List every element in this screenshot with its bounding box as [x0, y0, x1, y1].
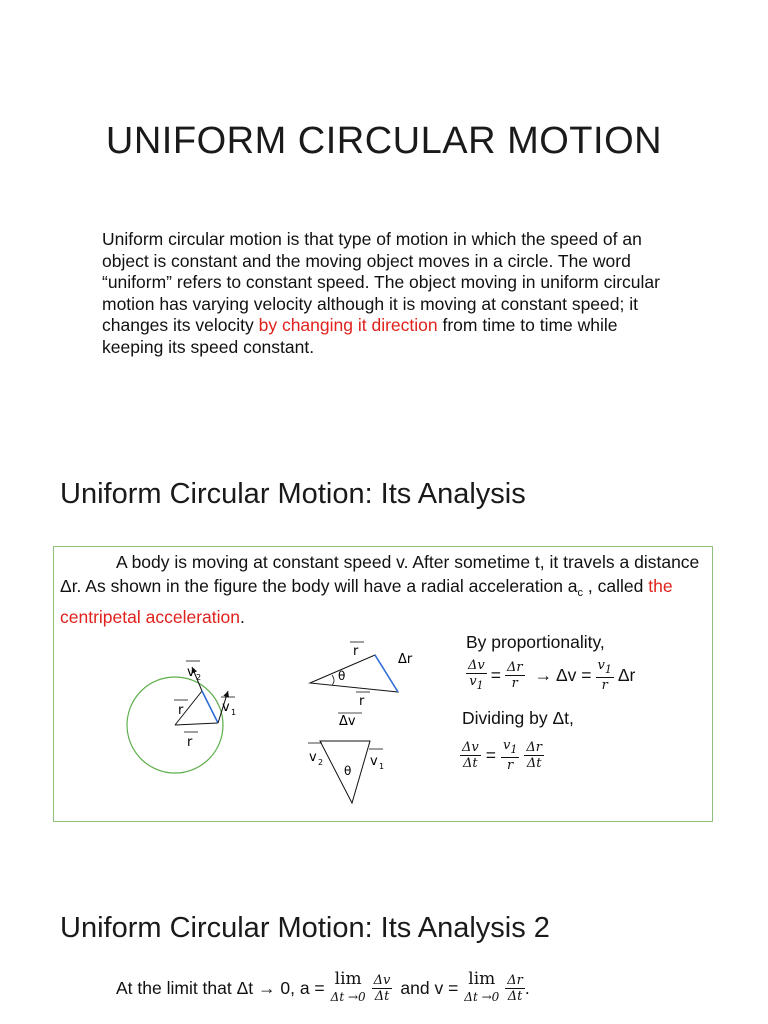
eq2-equals: =: [485, 745, 496, 765]
eq2-a-den: r: [507, 758, 514, 773]
tri-v2-label: v: [309, 750, 317, 765]
limit-line: [116, 969, 530, 1004]
eq2-a-num: [501, 738, 519, 758]
v2-label: v: [187, 665, 195, 680]
lim-1: [330, 969, 366, 1004]
lim-2: [464, 969, 500, 1004]
triangle-r: [310, 655, 398, 692]
eq1-tail: Δr: [617, 665, 636, 685]
analysis-text-a: A body is moving at constant speed v. After sometime t, it travels a distance Δr. As shown in the figure the body will have a radial acceleration a: [60, 552, 700, 596]
limit-text-start: At the limit that Δt → 0, a =: [116, 977, 325, 998]
eq2-lhs-den: Δt: [463, 756, 478, 771]
eq1-lhs: [466, 658, 487, 693]
theta-arc-1: [332, 675, 334, 685]
analysis-text-b: , called: [583, 576, 649, 596]
v2-sub: 2: [196, 673, 202, 682]
eq2-a-sub: 1: [510, 743, 518, 756]
eq1-coef-num: [596, 658, 614, 678]
eq1-lhs-den: [467, 674, 485, 693]
eq1-coef-den: r: [601, 678, 608, 693]
lim-2-word: lim: [468, 969, 496, 989]
limit-frac-2-num: Δr: [507, 972, 523, 988]
section2-heading: Uniform Circular Motion: Its Analysis 2: [60, 912, 550, 944]
eq2-b-num: Δr: [526, 740, 542, 755]
eq2-a-v: v: [502, 738, 511, 753]
eq2-lhs: [460, 740, 481, 771]
eq1-rhs-den: r: [511, 676, 518, 691]
equation-1: [466, 658, 635, 693]
tri-r2-label: r: [359, 694, 365, 709]
limit-frac-1-den: Δt: [374, 988, 390, 1004]
radius-line-2: [175, 723, 218, 725]
intro-highlight: by changing it direction: [258, 315, 438, 335]
eq1-equals: =: [490, 665, 501, 685]
eq1-coef: [596, 658, 614, 693]
dividing-label: Dividing by Δt,: [462, 708, 574, 728]
limit-frac-1: [372, 973, 393, 1004]
eq1-lhs-den-sub: 1: [476, 679, 484, 692]
section1-heading: Uniform Circular Motion: Its Analysis: [60, 478, 526, 510]
limit-frac-2-den: Δt: [507, 988, 523, 1004]
limit-text-and: and v =: [400, 977, 459, 998]
intro-paragraph: [102, 229, 662, 358]
dv-label: Δv: [339, 714, 356, 729]
intro-text-end: from time to time while keeping its speed constant.: [102, 315, 618, 357]
analysis-text: [60, 550, 708, 629]
lim-1-sub: Δt →0: [330, 990, 366, 1004]
eq1-coef-v: v: [597, 658, 605, 673]
eq1-rhs-num: Δr: [506, 660, 523, 675]
lim-2-sub: Δt →0: [464, 990, 500, 1004]
theta-label-2: θ: [344, 764, 352, 778]
limit-frac-2: [505, 973, 525, 1004]
tri-v1-sub: 1: [379, 762, 385, 771]
r2-label: r: [187, 735, 193, 750]
limit-frac-1-num: Δv: [373, 972, 391, 988]
v1-sub: 1: [231, 708, 237, 717]
chord-dr: [202, 691, 218, 723]
eq1-lhs-num: Δv: [468, 658, 485, 673]
eq2-lhs-num: Δv: [462, 740, 479, 755]
proportionality-label: By proportionality,: [466, 632, 605, 652]
eq1-rhs: [505, 660, 525, 691]
tri-v1-label: v: [370, 754, 378, 769]
lim-1-word: lim: [334, 969, 362, 989]
r1-label: r: [178, 703, 184, 718]
eq2-a: [501, 738, 519, 773]
intro-text: Uniform circular motion is that type of motion in which the speed of an object is constant and the moving object moves in a circle. The word “uniform” refers to constant speed. The object moving in uniform circular motion has varying velocity although it is moving at constant speed; it changes its velocity: [102, 229, 660, 335]
eq2-b: [524, 740, 544, 771]
tri-r-label: r: [353, 644, 359, 659]
equation-2: [460, 738, 544, 773]
triangle-dr-side: [375, 655, 398, 692]
tri-dr-label: Δr: [398, 652, 413, 667]
analysis-subscript: c: [577, 587, 584, 599]
theta-label-1: θ: [338, 669, 346, 683]
v1-label: v: [222, 700, 230, 715]
vector-diagram: [110, 625, 460, 815]
eq1-arrow: → Δv =: [534, 665, 592, 685]
limit-text-end: .: [524, 977, 530, 998]
centripetal-highlight: the centripetal acceleration: [60, 576, 673, 627]
page-title: UNIFORM CIRCULAR MOTION: [105, 120, 663, 162]
eq1-lhs-den-v: v: [469, 674, 477, 689]
analysis-text-end: .: [239, 607, 245, 627]
tri-v2-sub: 2: [318, 758, 324, 767]
eq1-coef-sub: 1: [604, 663, 612, 676]
eq2-b-den: Δt: [526, 756, 542, 771]
